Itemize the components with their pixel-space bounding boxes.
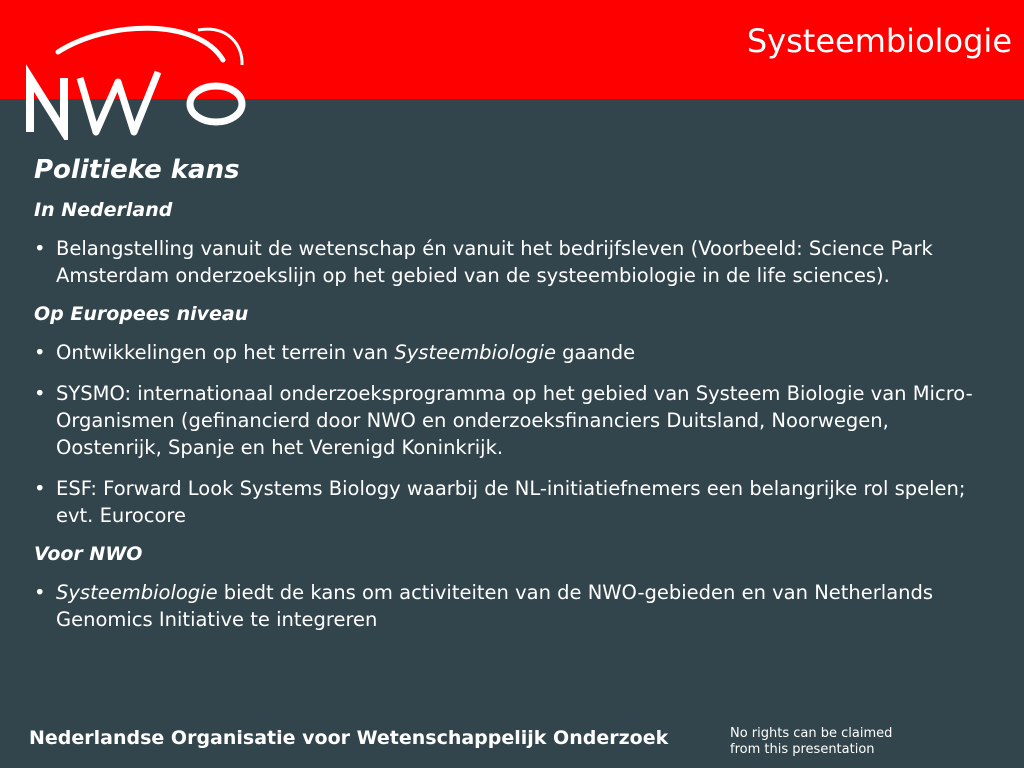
- bullet-icon: •: [34, 341, 46, 364]
- list-item: • Belangstelling vanuit de wetenschap én vanuit het bedrijfsleven (Voorbeeld: Science Park Amsterdam onderzoekslijn op het gebied van de systeembiologie in de life sciences).: [34, 237, 933, 287]
- section-heading-europees: Op Europees niveau: [34, 303, 249, 325]
- section-heading-nwo: Voor NWO: [34, 543, 143, 565]
- list-item: • SYSMO: internationaal onderzoeksprogramma op het gebied van Systeem Biologie van Micro-Organismen (gefinancierd door NWO en onderzoeksfinanciers Duitsland, Noorwegen, Oostenrijk, Spanje en het Verenigd Koninkrijk.: [34, 382, 973, 459]
- bullet-icon: •: [34, 237, 46, 260]
- section-heading-nederland: In Nederland: [34, 199, 173, 221]
- list-item: • Systeembiologie biedt de kans om activiteiten van de NWO-gebieden en van Netherlands Genomics Initiative te integreren: [34, 581, 934, 631]
- footer-note-line: from this presentation: [730, 742, 875, 757]
- footer-organization: Nederlandse Organisatie voor Wetenschappelijk Onderzoek: [29, 727, 669, 749]
- bullet-list-nwo: [34, 579, 994, 633]
- nwo-logo: [18, 20, 258, 140]
- slide-content: [34, 155, 994, 647]
- list-item: • ESF: Forward Look Systems Biology waarbij de NL-initiatiefnemers een belangrijke rol spelen; evt. Eurocore: [34, 477, 966, 527]
- footer-note-line: No rights can be claimed: [730, 726, 893, 741]
- slide-title: Politieke kans: [34, 155, 240, 185]
- header-title: Systeembiologie: [746, 22, 1012, 60]
- bullet-icon: •: [34, 477, 46, 500]
- list-item: • Ontwikkelingen op het terrein van Systeembiologie gaande: [34, 341, 636, 364]
- bullet-list-europees: [34, 339, 994, 529]
- bullet-icon: •: [34, 382, 46, 405]
- footer-rights-note: [730, 726, 930, 758]
- bullet-icon: •: [34, 581, 46, 604]
- bullet-list-nederland: [34, 235, 994, 289]
